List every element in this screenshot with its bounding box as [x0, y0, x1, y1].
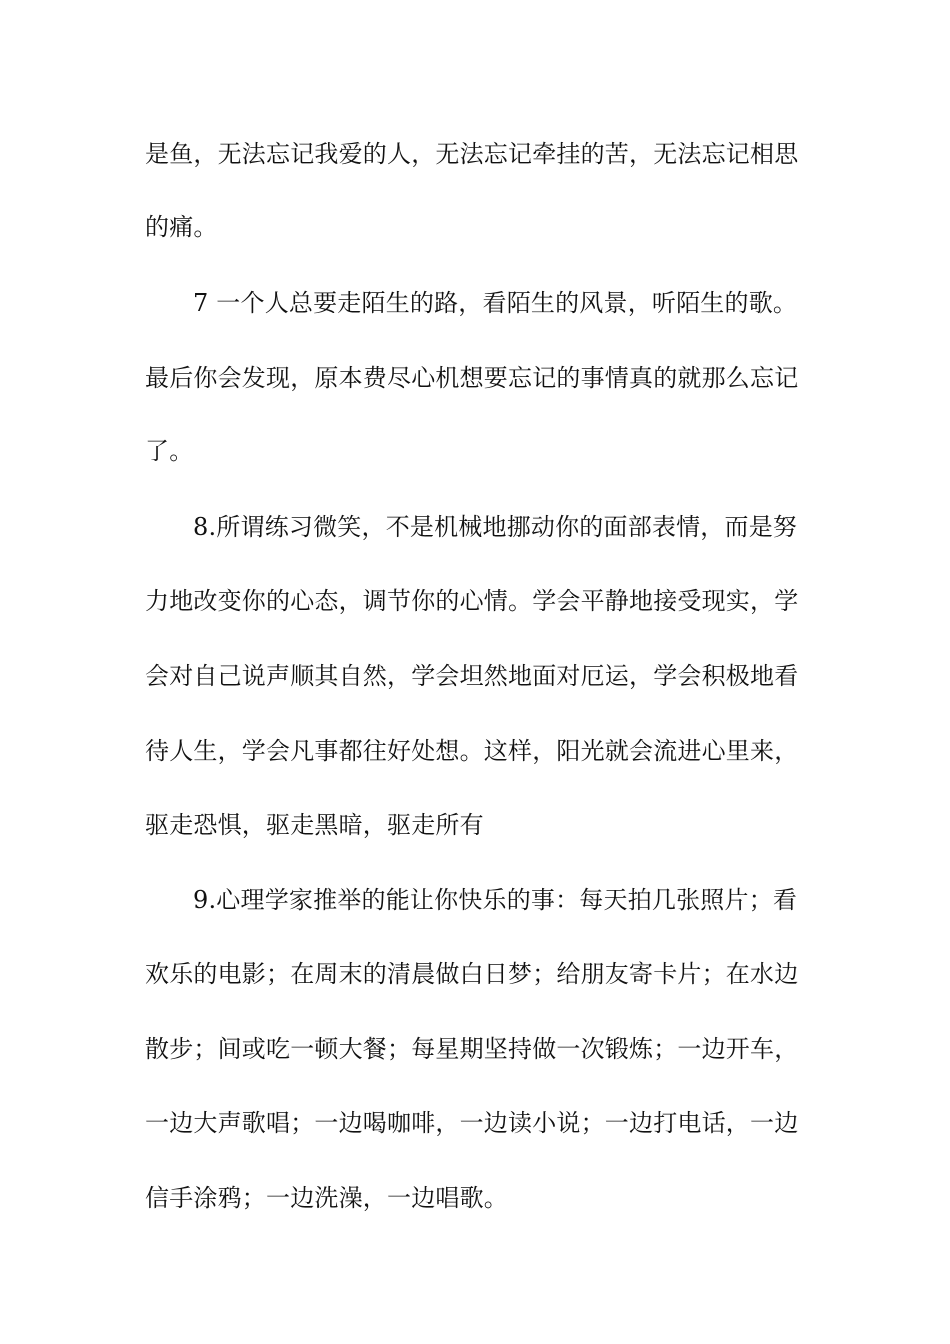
text-line: 的痛。 — [145, 213, 218, 241]
text-line: 散步；间或吃一顿大餐；每星期坚持做一次锻炼；一边开车， — [145, 1035, 799, 1063]
paragraph-8-first-line: 8.所谓练习微笑，不是机械地挪动你的面部表情，而是努 — [193, 513, 798, 541]
paragraph-9-first-line: 9.心理学家推举的能让你快乐的事：每天拍几张照片；看 — [193, 886, 798, 914]
text-line: 力地改变你的心态，调节你的心情。学会平静地接受现实，学 — [145, 587, 799, 615]
text-line: 是鱼，无法忘记我爱的人，无法忘记牵挂的苦，无法忘记相思 — [145, 140, 799, 168]
text-line: 欢乐的电影；在周末的清晨做白日梦；给朋友寄卡片；在水边 — [145, 960, 799, 988]
text-line: 信手涂鸦；一边洗澡，一边唱歌。 — [145, 1184, 508, 1212]
text-line: 驱走恐惧，驱走黑暗，驱走所有 — [145, 811, 484, 839]
text-line: 一边大声歌唱；一边喝咖啡，一边读小说；一边打电话，一边 — [145, 1109, 799, 1137]
text-line: 最后你会发现，原本费尽心机想要忘记的事情真的就那么忘记 — [145, 364, 799, 392]
text-line: 待人生，学会凡事都往好处想。这样，阳光就会流进心里来， — [145, 737, 799, 765]
text-line: 了。 — [145, 437, 194, 465]
text-line: 会对自己说声顺其自然，学会坦然地面对厄运，学会积极地看 — [145, 662, 799, 690]
paragraph-7-first-line: 7 一个人总要走陌生的路，看陌生的风景，听陌生的歌。 — [193, 289, 798, 317]
